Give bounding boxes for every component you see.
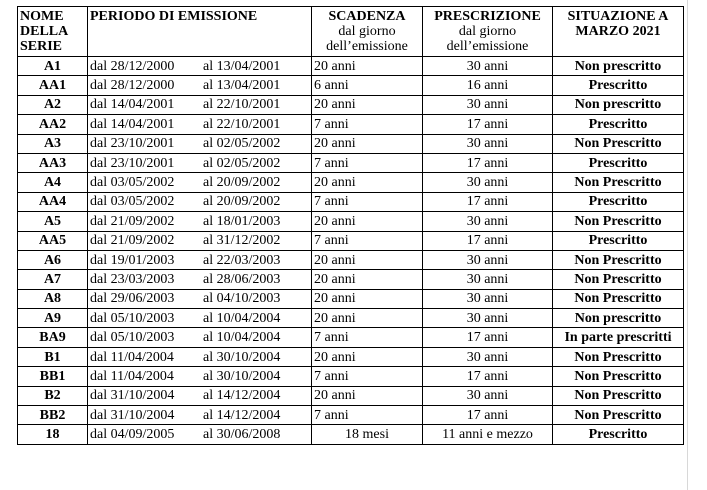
- cell-al: al 02/05/2002: [203, 136, 281, 152]
- cell-nome: AA2: [18, 115, 88, 134]
- cell-prescrizione: 17 anni: [423, 231, 553, 250]
- cell-nome: AA1: [18, 76, 88, 95]
- cell-situazione: Non Prescritto: [553, 212, 684, 231]
- table-row: [18, 134, 684, 153]
- cell-dal: dal 28/12/2000: [90, 58, 175, 74]
- cell-scadenza: 20 anni: [312, 212, 423, 231]
- cell-periodo: [88, 406, 312, 425]
- cell-scadenza: 20 anni: [312, 289, 423, 308]
- cell-periodo: [88, 192, 312, 211]
- cell-scadenza: 7 anni: [312, 153, 423, 172]
- cell-prescrizione: 30 anni: [423, 134, 553, 153]
- cell-situazione: Non Prescritto: [553, 270, 684, 289]
- cell-prescrizione: 30 anni: [423, 173, 553, 192]
- cell-situazione: Non prescritto: [553, 95, 684, 114]
- cell-al: al 14/12/2004: [203, 407, 281, 423]
- cell-al: al 30/10/2004: [203, 368, 281, 384]
- cell-al: al 31/12/2002: [203, 233, 281, 249]
- cell-prescrizione: 17 anni: [423, 192, 553, 211]
- cell-prescrizione: 30 anni: [423, 212, 553, 231]
- cell-dal: dal 04/09/2005: [90, 427, 175, 443]
- cell-situazione: Non prescritto: [553, 57, 684, 76]
- cell-situazione: Non Prescritto: [553, 367, 684, 386]
- table-row: [18, 386, 684, 405]
- cell-situazione: Prescritto: [553, 192, 684, 211]
- cell-periodo: [88, 347, 312, 366]
- table-row: [18, 173, 684, 192]
- cell-dal: dal 03/05/2002: [90, 175, 175, 191]
- cell-periodo: [88, 115, 312, 134]
- cell-scadenza: 6 anni: [312, 76, 423, 95]
- cell-prescrizione: 30 anni: [423, 289, 553, 308]
- table-row: [18, 250, 684, 269]
- header-scadenza: SCADENZA dal giorno dell’emissione: [312, 7, 423, 57]
- cell-prescrizione: 17 anni: [423, 367, 553, 386]
- cell-dal: dal 14/04/2001: [90, 97, 175, 113]
- cell-prescrizione: 17 anni: [423, 115, 553, 134]
- table-row: [18, 153, 684, 172]
- table-row: [18, 347, 684, 366]
- cell-periodo: [88, 153, 312, 172]
- cell-nome: A7: [18, 270, 88, 289]
- cell-al: al 10/04/2004: [203, 330, 281, 346]
- cell-al: al 20/09/2002: [203, 194, 281, 210]
- cell-prescrizione: 11 anni e mezzo: [423, 425, 553, 444]
- cell-periodo: [88, 76, 312, 95]
- table-row: [18, 95, 684, 114]
- cell-nome: A9: [18, 309, 88, 328]
- cell-periodo: [88, 309, 312, 328]
- cell-periodo: [88, 231, 312, 250]
- cell-nome: A8: [18, 289, 88, 308]
- cell-al: al 30/06/2008: [203, 427, 281, 443]
- cell-dal: dal 11/04/2004: [90, 349, 174, 365]
- cell-periodo: [88, 386, 312, 405]
- cell-nome: A2: [18, 95, 88, 114]
- table-row: [18, 367, 684, 386]
- table-row: [18, 328, 684, 347]
- cell-situazione: Prescritto: [553, 76, 684, 95]
- cell-al: al 13/04/2001: [203, 78, 281, 94]
- table-row: [18, 231, 684, 250]
- cell-periodo: [88, 328, 312, 347]
- cell-al: al 13/04/2001: [203, 58, 281, 74]
- cell-nome: AA3: [18, 153, 88, 172]
- cell-periodo: [88, 367, 312, 386]
- cell-nome: AA4: [18, 192, 88, 211]
- cell-scadenza: 20 anni: [312, 57, 423, 76]
- cell-nome: AA5: [18, 231, 88, 250]
- cell-al: al 10/04/2004: [203, 310, 281, 326]
- table-body: [18, 57, 684, 445]
- cell-scadenza: 20 anni: [312, 250, 423, 269]
- cell-situazione: Non Prescritto: [553, 134, 684, 153]
- cell-nome: A5: [18, 212, 88, 231]
- cell-scadenza: 7 anni: [312, 367, 423, 386]
- cell-situazione: Non Prescritto: [553, 347, 684, 366]
- table-row: [18, 270, 684, 289]
- table-row: [18, 309, 684, 328]
- cell-prescrizione: 30 anni: [423, 386, 553, 405]
- cell-dal: dal 21/09/2002: [90, 213, 175, 229]
- cell-dal: dal 28/12/2000: [90, 78, 175, 94]
- cell-al: al 22/03/2003: [203, 252, 281, 268]
- table-row: [18, 406, 684, 425]
- cell-situazione: Prescritto: [553, 231, 684, 250]
- cell-scadenza: 20 anni: [312, 347, 423, 366]
- cell-nome: A1: [18, 57, 88, 76]
- cell-dal: dal 31/10/2004: [90, 388, 175, 404]
- cell-scadenza: 7 anni: [312, 231, 423, 250]
- cell-al: al 22/10/2001: [203, 97, 281, 113]
- cell-periodo: [88, 57, 312, 76]
- cell-nome: BA9: [18, 328, 88, 347]
- cell-prescrizione: 17 anni: [423, 153, 553, 172]
- cell-scadenza: 20 anni: [312, 309, 423, 328]
- cell-scadenza: 20 anni: [312, 173, 423, 192]
- cell-situazione: Non Prescritto: [553, 406, 684, 425]
- cell-nome: A6: [18, 250, 88, 269]
- table-row: [18, 289, 684, 308]
- cell-prescrizione: 17 anni: [423, 328, 553, 347]
- cell-situazione: Non Prescritto: [553, 250, 684, 269]
- table-row: [18, 212, 684, 231]
- cell-periodo: [88, 173, 312, 192]
- header-prescrizione: PRESCRIZIONE dal giorno dell’emissione: [423, 7, 553, 57]
- cell-nome: A4: [18, 173, 88, 192]
- cell-situazione: Prescritto: [553, 425, 684, 444]
- cell-periodo: [88, 270, 312, 289]
- cell-al: al 14/12/2004: [203, 388, 281, 404]
- cell-situazione: Prescritto: [553, 153, 684, 172]
- table-row: [18, 192, 684, 211]
- cell-situazione: Non Prescritto: [553, 173, 684, 192]
- cell-nome: BB2: [18, 406, 88, 425]
- cell-scadenza: 7 anni: [312, 328, 423, 347]
- cell-situazione: Non Prescritto: [553, 289, 684, 308]
- cell-prescrizione: 16 anni: [423, 76, 553, 95]
- cell-scadenza: 7 anni: [312, 406, 423, 425]
- cell-prescrizione: 30 anni: [423, 57, 553, 76]
- cell-periodo: [88, 95, 312, 114]
- cell-dal: dal 23/03/2003: [90, 271, 175, 287]
- cell-al: al 18/01/2003: [203, 213, 281, 229]
- cell-dal: dal 21/09/2002: [90, 233, 175, 249]
- cell-situazione: In parte prescritti: [553, 328, 684, 347]
- table-row: [18, 425, 684, 444]
- cell-periodo: [88, 212, 312, 231]
- cell-periodo: [88, 425, 312, 444]
- table-row: [18, 76, 684, 95]
- cell-situazione: Non prescritto: [553, 309, 684, 328]
- page-edge-divider: [687, 0, 688, 490]
- table-row: [18, 57, 684, 76]
- cell-periodo: [88, 250, 312, 269]
- cell-dal: dal 23/10/2001: [90, 136, 175, 152]
- cell-periodo: [88, 134, 312, 153]
- cell-dal: dal 05/10/2003: [90, 310, 175, 326]
- cell-nome: B1: [18, 347, 88, 366]
- cell-nome: B2: [18, 386, 88, 405]
- cell-scadenza: 7 anni: [312, 115, 423, 134]
- cell-dal: dal 14/04/2001: [90, 116, 175, 132]
- cell-scadenza: 18 mesi: [312, 425, 423, 444]
- cell-prescrizione: 30 anni: [423, 347, 553, 366]
- cell-prescrizione: 30 anni: [423, 309, 553, 328]
- cell-scadenza: 20 anni: [312, 134, 423, 153]
- header-nome-serie: NOME DELLA SERIE: [18, 7, 88, 57]
- cell-scadenza: 20 anni: [312, 95, 423, 114]
- cell-al: al 22/10/2001: [203, 116, 281, 132]
- table-row: [18, 115, 684, 134]
- cell-situazione: Non Prescritto: [553, 386, 684, 405]
- cell-al: al 02/05/2002: [203, 155, 281, 171]
- header-row: [18, 7, 684, 57]
- cell-situazione: Prescritto: [553, 115, 684, 134]
- cell-dal: dal 29/06/2003: [90, 291, 175, 307]
- cell-prescrizione: 30 anni: [423, 270, 553, 289]
- cell-scadenza: 20 anni: [312, 270, 423, 289]
- cell-scadenza: 20 anni: [312, 386, 423, 405]
- cell-al: al 30/10/2004: [203, 349, 281, 365]
- series-table: [17, 6, 684, 445]
- cell-nome: 18: [18, 425, 88, 444]
- cell-dal: dal 23/10/2001: [90, 155, 175, 171]
- cell-dal: dal 11/04/2004: [90, 368, 174, 384]
- cell-al: al 20/09/2002: [203, 175, 281, 191]
- cell-dal: dal 03/05/2002: [90, 194, 175, 210]
- cell-nome: A3: [18, 134, 88, 153]
- cell-scadenza: 7 anni: [312, 192, 423, 211]
- cell-al: al 04/10/2003: [203, 291, 281, 307]
- cell-dal: dal 31/10/2004: [90, 407, 175, 423]
- header-periodo-emissione: PERIODO DI EMISSIONE: [88, 7, 312, 57]
- cell-dal: dal 19/01/2003: [90, 252, 175, 268]
- cell-al: al 28/06/2003: [203, 271, 281, 287]
- cell-dal: dal 05/10/2003: [90, 330, 175, 346]
- cell-prescrizione: 17 anni: [423, 406, 553, 425]
- cell-periodo: [88, 289, 312, 308]
- cell-prescrizione: 30 anni: [423, 95, 553, 114]
- header-situazione: SITUAZIONE A MARZO 2021: [553, 7, 684, 57]
- cell-prescrizione: 30 anni: [423, 250, 553, 269]
- cell-nome: BB1: [18, 367, 88, 386]
